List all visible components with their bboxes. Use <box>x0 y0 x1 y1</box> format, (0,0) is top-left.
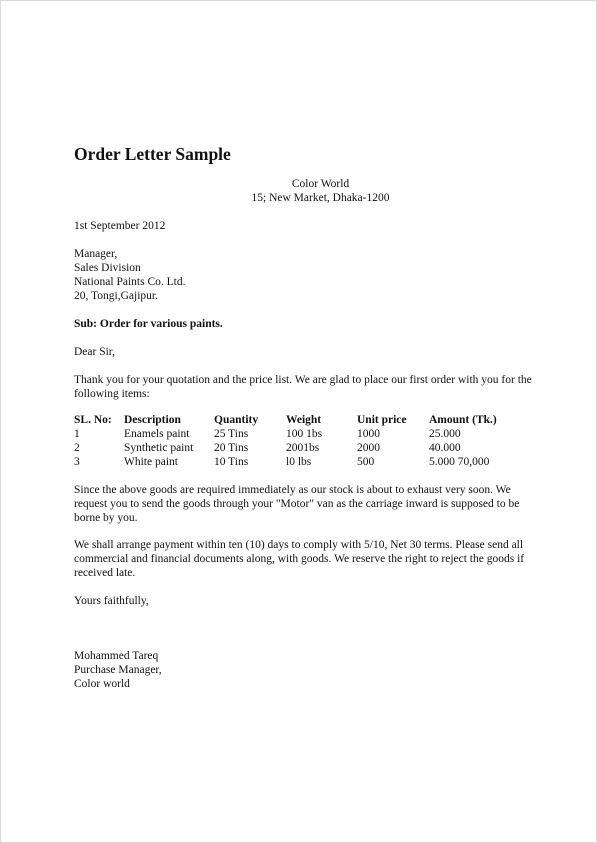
table-cell: 100 1bs <box>286 428 323 440</box>
signature-company: Color world <box>74 678 130 690</box>
signature-title: Purchase Manager, <box>74 664 162 676</box>
intro-paragraph: Thank you for your quotation and the price list. We are glad to place our first order with you for the following items: <box>74 374 532 400</box>
signature-block <box>74 649 162 691</box>
closing-line: Yours faithfully, <box>74 595 149 607</box>
table-cell: 1 <box>74 428 80 440</box>
table-cell: 2 <box>74 442 80 454</box>
table-cell: 25.000 <box>429 428 461 440</box>
sender-company: Color World <box>291 178 350 190</box>
letter-date: 1st September 2012 <box>74 220 166 232</box>
table-row <box>74 455 529 469</box>
sender-block <box>1 177 597 205</box>
table-cell: 25 Tins <box>214 428 249 440</box>
recipient-line: Manager, <box>74 248 118 260</box>
column-header: Quantity <box>214 414 259 426</box>
recipient-line: 20, Tongi,Gajipur. <box>74 290 158 302</box>
order-items-table <box>74 413 529 469</box>
recipient-line: National Paints Co. Ltd. <box>74 276 186 288</box>
table-cell: 5.000 70,000 <box>429 456 490 468</box>
column-header: Unit price <box>357 414 407 426</box>
column-header: Weight <box>286 414 322 426</box>
table-row <box>74 427 529 441</box>
subject-line: Sub: Order for various paints. <box>74 318 223 330</box>
table-cell: l0 lbs <box>286 456 312 468</box>
urgency-paragraph: Since the above goods are required immediately as our stock is about to exhaust very soon. We request you to send the goods through your "Motor" van as the carriage inward is supposed to be borne by you. <box>74 484 520 524</box>
table-cell: 3 <box>74 456 80 468</box>
table-cell: 2000 <box>357 442 380 454</box>
table-cell: 40.000 <box>429 442 461 454</box>
salutation: Dear Sir, <box>74 346 116 358</box>
recipient-line: Sales Division <box>74 262 141 274</box>
table-row <box>74 441 529 455</box>
table-cell: 10 Tins <box>214 456 249 468</box>
sender-address: 15; New Market, Dhaka-1200 <box>251 192 390 204</box>
signature-name: Mohammed Tareq <box>74 650 159 662</box>
table-cell: 20 Tins <box>214 442 249 454</box>
table-cell: Enamels paint <box>124 428 190 440</box>
document-title: Order Letter Sample <box>74 144 231 164</box>
table-header-row <box>74 413 529 427</box>
table-cell: 1000 <box>357 428 380 440</box>
table-cell: White paint <box>124 456 178 468</box>
column-header: Description <box>124 414 181 426</box>
table-cell: 500 <box>357 456 375 468</box>
column-header: Amount (Tk.) <box>429 414 497 426</box>
table-cell: 2001bs <box>286 442 320 454</box>
payment-paragraph: We shall arrange payment within ten (10) days to comply with 5/10, Net 30 terms. Please send all commercial and financial documents along, with goods. We reserve the right to reject the goods if received late. <box>74 539 525 579</box>
table-cell: Synthetic paint <box>124 442 194 454</box>
recipient-address <box>74 247 185 303</box>
column-header: SL. No: <box>74 414 112 426</box>
